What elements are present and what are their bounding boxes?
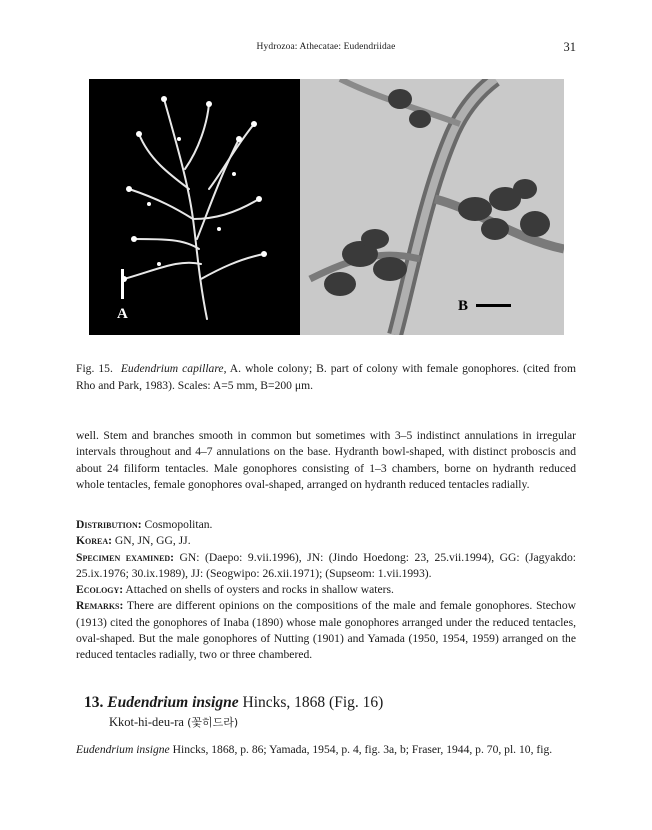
field-remarks	[76, 598, 576, 663]
caption-text: , A. whole colony; B. part of colony with female gonophores. (cited from Rho and Park, 1983). Scales: A=5 mm, B=200 μm.	[76, 362, 576, 392]
species-fields	[76, 517, 576, 664]
species-name: Eudendrium insigne	[107, 694, 239, 711]
page-number: 31	[563, 40, 576, 54]
figure-15	[89, 79, 564, 335]
field-text: Attached on shells of oysters and rocks in shallow waters.	[123, 583, 394, 597]
whole-colony-photo	[89, 79, 300, 335]
scale-bar-b	[476, 304, 511, 307]
field-korea	[76, 533, 576, 549]
korean-name	[109, 714, 238, 730]
field-specimen-examined	[76, 550, 576, 583]
figure-panel-a	[89, 79, 300, 335]
field-label: Distribution:	[76, 518, 142, 531]
field-text: There are different opinions on the compositions of the male and female gonophores. Stechow (1913) cited the gonophores of Inaba (1890) whose male gonophores arranged under the reduced tentacles, oval-shaped. But the male gonophores of Nutting (1901) and Yamada (1950, 1954, 1959) arranged on the reduced tentacles radially, two or three chambered.	[76, 599, 576, 662]
colony-gonophores-photo	[300, 79, 564, 335]
figure-caption	[76, 360, 576, 394]
species-authority: Hincks, 1868 (Fig. 16)	[238, 694, 384, 711]
field-ecology	[76, 582, 576, 598]
field-distribution	[76, 517, 576, 533]
field-label: Ecology:	[76, 583, 124, 597]
synonymy-text: Hincks, 1868, p. 86; Yamada, 1954, p. 4, fig. 3a, b; Fraser, 1944, p. 70, pl. 10, fig.	[169, 743, 553, 756]
caption-prefix: Fig. 15.	[76, 362, 113, 375]
description-paragraph: well. Stem and branches smooth in common but sometimes with 3–5 indistinct annulations in irregular intervals throughout and 4–7 annulations on the base. Hydranth bowl-shaped, with distinct proboscis and about 24 filiform tentacles. Male gonophores consisting of 1–3 chambers, borne on hydranth reduced whole tentacles, female gonophores oval-shaped, arranged on hydranth reduced tentacles radially.	[76, 429, 576, 491]
species-heading	[84, 694, 383, 712]
field-text: GN, JN, GG, JJ.	[112, 534, 191, 548]
caption-species: Eudendrium capillare	[120, 362, 224, 375]
korean-romanized: Kkot-hi-deu-ra	[109, 715, 188, 729]
field-text: Cosmopolitan.	[141, 518, 213, 531]
panel-label-b: B	[458, 298, 469, 314]
field-label: Korea:	[76, 534, 112, 548]
field-text: GN: (Daepo: 9.vii.1996), JN: (Jindo Hoedong: 23, 25.vii.1994), GG: (Jagyakdo: 25.ix.1976; 30.ix.1989), JJ: (Seogwipo: 26.xii.1971); (Supseom: 1.vii.1993).	[76, 550, 576, 580]
synonymy-line	[76, 743, 596, 756]
running-head: Hydrozoa: Athecatae: Eudendriidae	[256, 42, 396, 52]
panel-label-a: A	[117, 306, 128, 322]
scale-bar-a	[121, 269, 124, 299]
synonymy-name: Eudendrium insigne	[76, 743, 170, 756]
field-label: Specimen examined:	[76, 550, 175, 564]
figure-panel-b	[300, 79, 564, 335]
field-label: Remarks:	[76, 599, 124, 613]
species-number: 13.	[84, 694, 104, 711]
korean-hangul: (꽃히드라)	[187, 716, 239, 729]
